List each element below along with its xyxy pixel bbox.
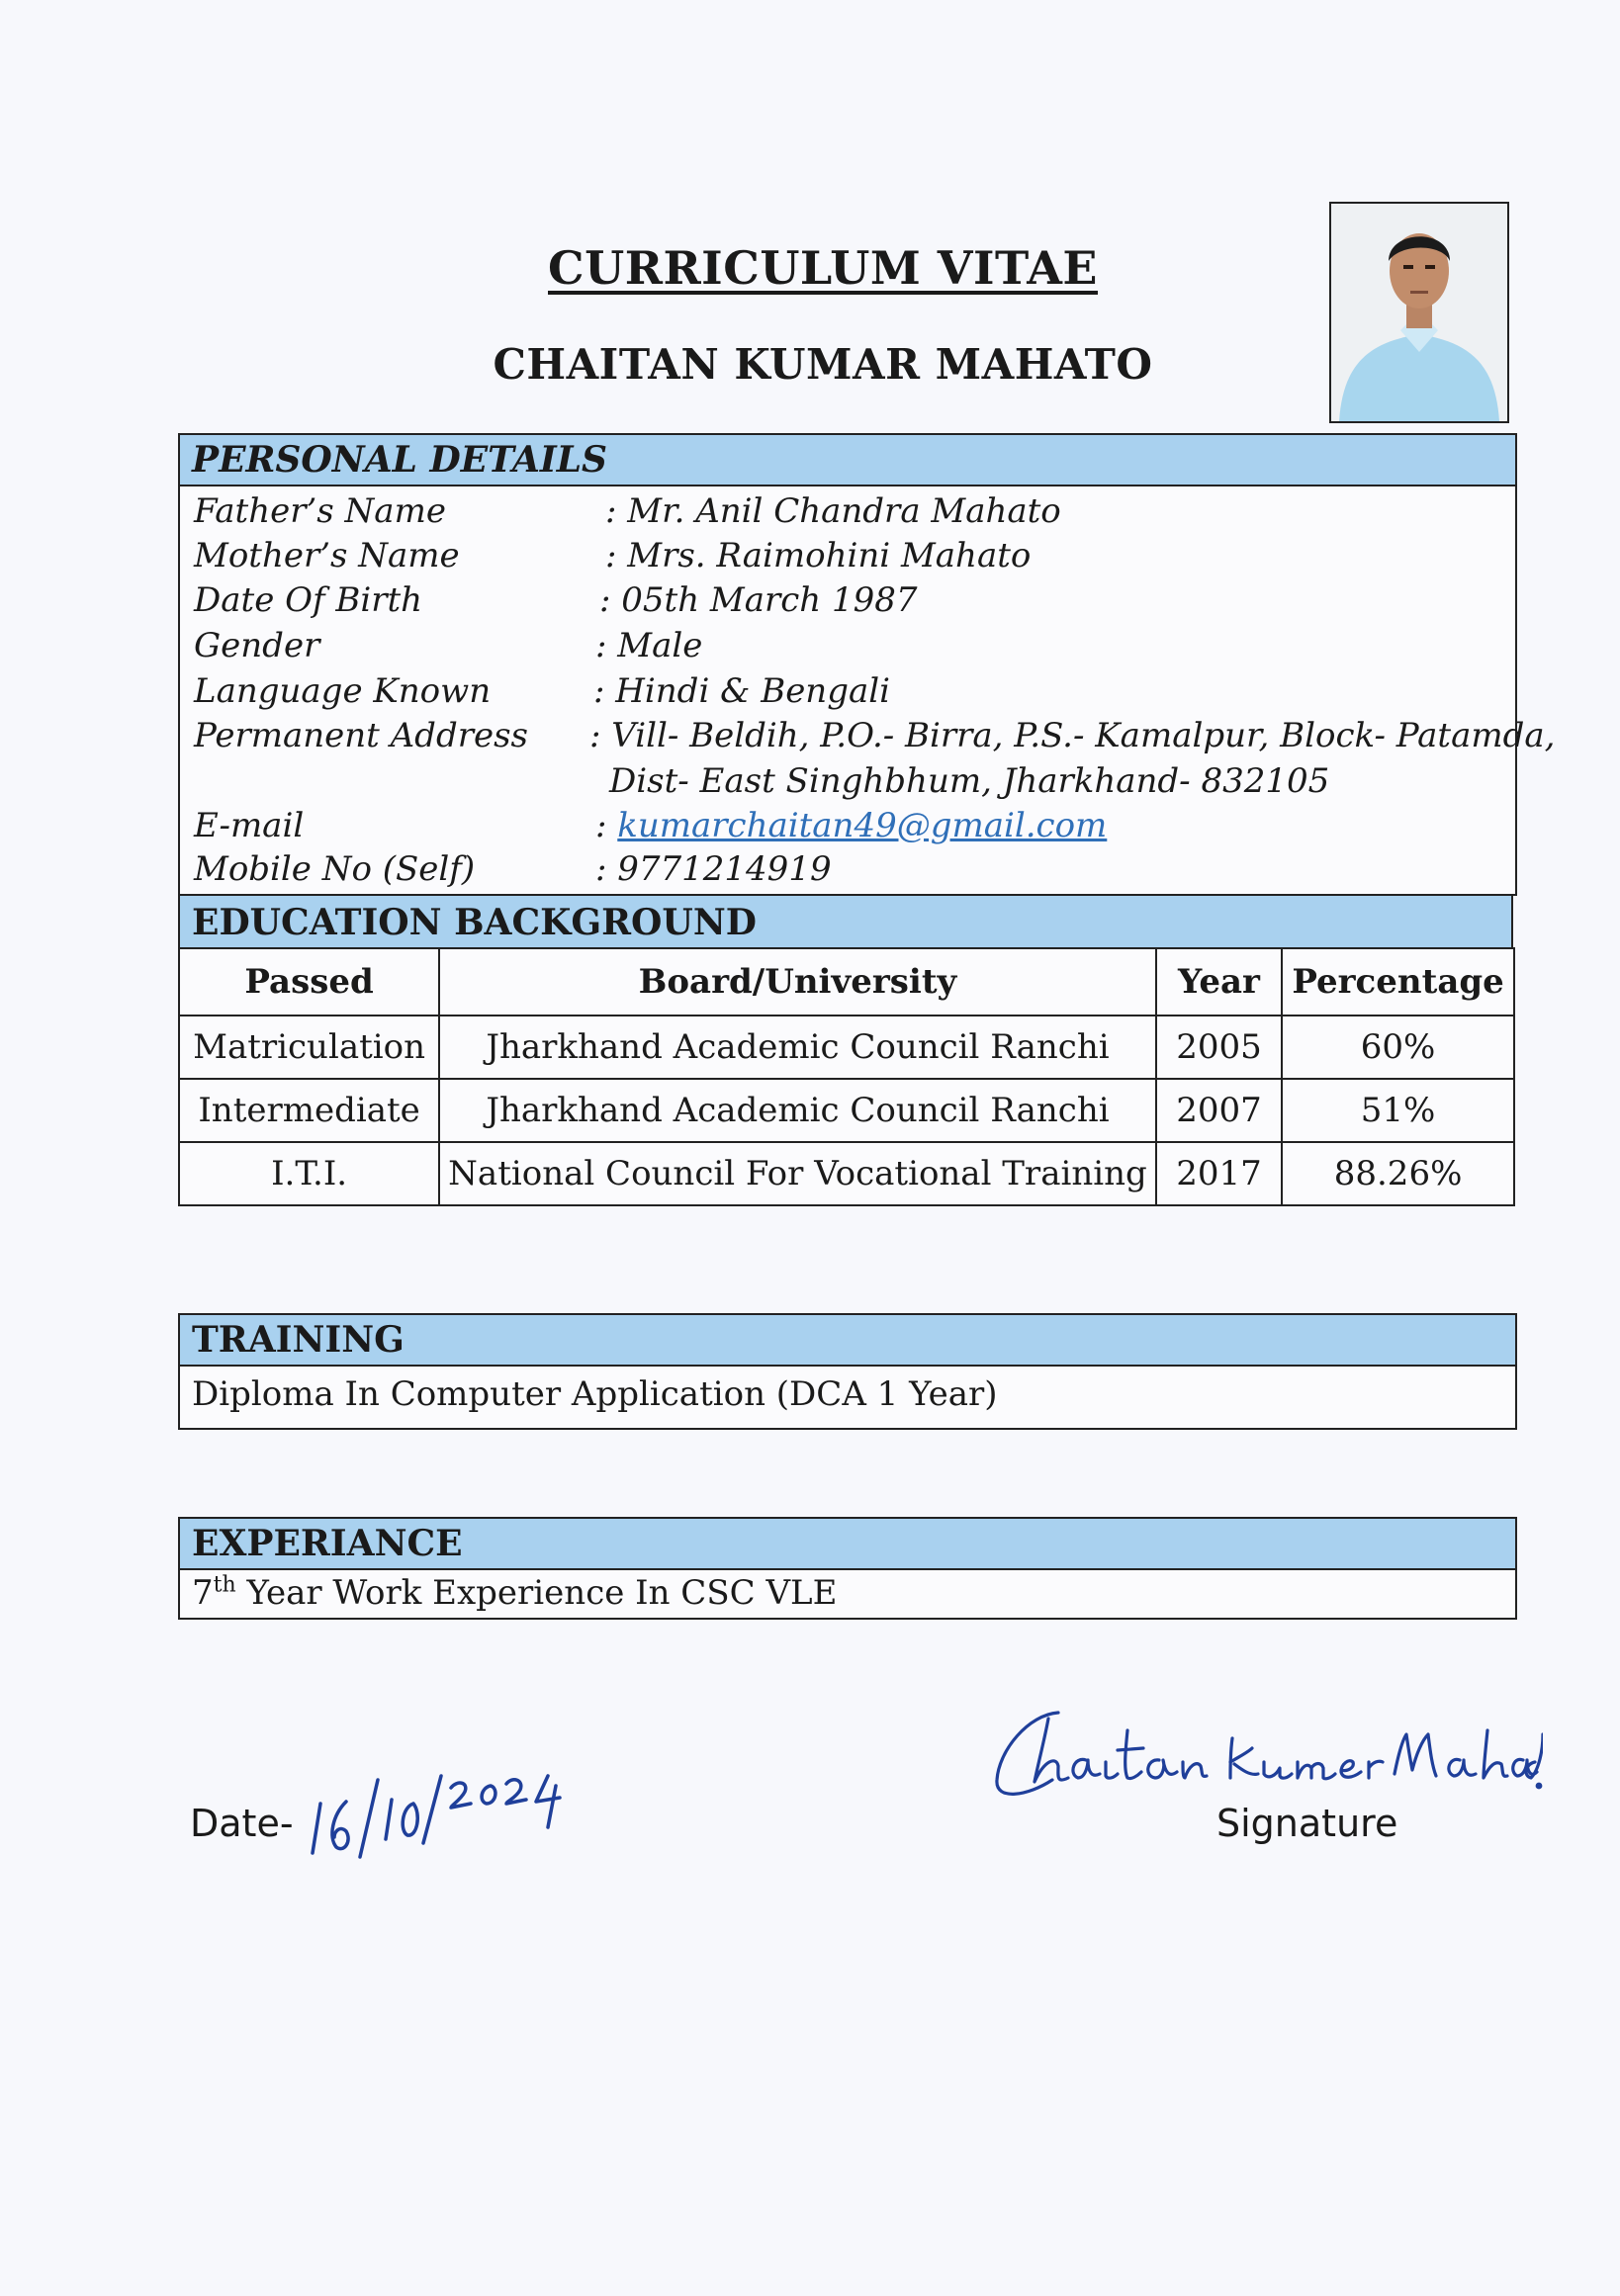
address-value-line2: Dist- East Singhbhum, Jharkhand- 832105 (609, 761, 1330, 801)
cell-board: Jharkhand Academic Council Ranchi (439, 1079, 1156, 1142)
email-label: E-mail (194, 806, 305, 845)
cell-year: 2017 (1156, 1142, 1282, 1205)
mobile-value: : 9771214919 (595, 849, 832, 889)
gender-label: Gender (194, 626, 320, 665)
col-header-board: Board/University (439, 948, 1156, 1016)
email-value (595, 803, 1107, 848)
experience-section (178, 1517, 1517, 1620)
personal-details-section (178, 433, 1556, 896)
cell-board: National Council For Vocational Training (439, 1142, 1156, 1205)
candidate-photo (1329, 202, 1509, 423)
handwritten-date (307, 1758, 584, 1867)
experience-years-suffix: th (213, 1572, 236, 1598)
cell-year: 2005 (1156, 1016, 1282, 1079)
cell-percentage: 51% (1282, 1079, 1514, 1142)
table-header-row (179, 948, 1514, 1016)
handwritten-signature (989, 1691, 1543, 1810)
education-heading: EDUCATION BACKGROUND (178, 894, 1513, 947)
table-row (179, 1142, 1514, 1205)
table-row (179, 1079, 1514, 1142)
address-label: Permanent Address (194, 716, 528, 755)
address-value-line1: : Vill- Beldih, P.O.- Birra, P.S.- Kamalpur, Block- Patamda, (589, 716, 1556, 755)
mothers-name-value: : Mrs. Raimohini Mahato (605, 536, 1032, 575)
language-label: Language Known (194, 671, 492, 711)
cell-passed: Intermediate (179, 1079, 439, 1142)
experience-heading: EXPERIANCE (180, 1519, 1515, 1570)
cell-passed: I.T.I. (179, 1142, 439, 1205)
language-value: : Hindi & Bengali (593, 671, 890, 711)
experience-years: 7 (192, 1573, 214, 1613)
table-row (179, 1016, 1514, 1079)
training-heading: TRAINING (180, 1315, 1515, 1367)
email-prefix: : (595, 806, 618, 845)
training-section (178, 1313, 1517, 1430)
signature-label: Signature (1216, 1802, 1398, 1845)
col-header-passed: Passed (179, 948, 439, 1016)
education-table (178, 947, 1515, 1206)
cell-year: 2007 (1156, 1079, 1282, 1142)
personal-details-heading: PERSONAL DETAILS (180, 435, 1515, 486)
cell-board: Jharkhand Academic Council Ranchi (439, 1016, 1156, 1079)
mobile-label: Mobile No (Self) (194, 849, 476, 889)
fathers-name-label: Father’s Name (194, 491, 446, 531)
document-title: CURRICULUM VITAE (548, 241, 1098, 295)
mothers-name-label: Mother’s Name (194, 536, 460, 575)
experience-text (180, 1570, 1515, 1616)
cell-percentage: 88.26% (1282, 1142, 1514, 1205)
dob-label: Date Of Birth (194, 580, 423, 620)
email-link[interactable]: kumarchaitan49@gmail.com (617, 806, 1108, 845)
candidate-name: CHAITAN KUMAR MAHATO (493, 340, 1153, 389)
col-header-percentage: Percentage (1282, 948, 1514, 1016)
col-header-year: Year (1156, 948, 1282, 1016)
experience-description: Year Work Experience In CSC VLE (235, 1573, 838, 1613)
cell-passed: Matriculation (179, 1016, 439, 1079)
dob-value: : 05th March 1987 (599, 580, 918, 620)
gender-value: : Male (595, 626, 703, 665)
fathers-name-value: : Mr. Anil Chandra Mahato (605, 491, 1061, 531)
cell-percentage: 60% (1282, 1016, 1514, 1079)
date-label: Date- (190, 1802, 294, 1845)
training-text: Diploma In Computer Application (DCA 1 Year) (192, 1374, 998, 1414)
